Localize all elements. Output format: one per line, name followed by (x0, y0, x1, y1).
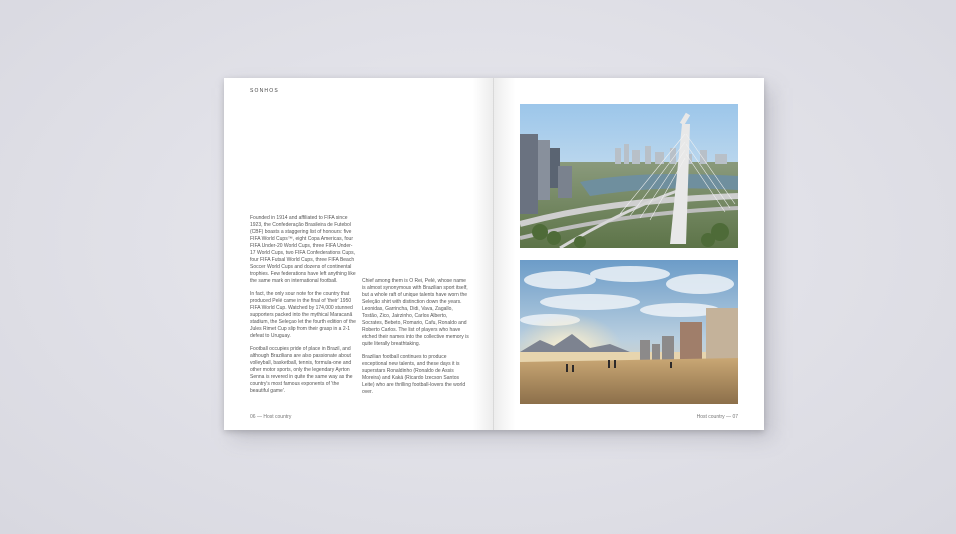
text-column-1 (250, 215, 357, 401)
paragraph: Founded in 1914 and affiliated to FIFA since 1923, the Confederação Brasileira de Futebol (CBF) boasts a staggering list of honours: five FIFA World Cups™, eight Copa Americas, four FIFA Under-20 World Cups, three FIFA Under-17 World Cups, two FIFA Confederations Cups, four FIFA Futsal World Cups, three FIFA Beach Soccer World Cups and dozens of continental trophies. Few federations have left anything like the same mark on international football. (250, 215, 356, 284)
paragraph: Football occupies pride of place in Brazil, and although Brazilians are also passionate about volleyball, basketball, tennis, formula-one and other motor sports, only the legendary Ayrton Senna is revered in quite the same way as the country's most famous exponents of 'the beautiful game'. (250, 346, 353, 394)
page-number-right: Host country — 07 (696, 414, 738, 420)
paragraph: Chief among them is O Rei, Pelé, whose name is almost synonymous with Brazilian sport itself, but a whole raft of unique talents have worn the Seleção shirt with distinction down the years. Leonidas, Garrincha, Didi, Vava, Zagallo, Tostão, Zico, Jairzinho, Carlos Alberto, Socrates, Bebeto, Romario, Cafu, Ronaldo and Roberto Carlos. The list of players who have etched their names into the collective memory is quite literally breathtaking. (362, 278, 469, 347)
running-head: SONHOS (250, 88, 279, 94)
page-number-left: 06 — Host country (250, 414, 292, 420)
text-column-2 (362, 278, 469, 402)
magazine-spread (224, 78, 764, 430)
right-page (494, 78, 764, 430)
city-bridge-aerial-photo (520, 104, 738, 248)
beach-sunset-photo (520, 260, 738, 404)
left-page (224, 78, 494, 430)
paragraph: In fact, the only sour note for the country that produced Pelé came in the final of 'their' 1950 FIFA World Cup. Watched by 174,000 stunned supporters packed into the mythical Maracanã stadium, the Seleçao let the fourth edition of the Jules Rimet Cup slip from their grasp in a 2-1 defeat to Uruguay. (250, 291, 356, 339)
paragraph: Brazilian football continues to produce exceptional new talents, and these days it is superstars Ronaldinho (Ronaldo de Assis Moreira) and Kaká (Ricardo Izecson Santos Leite) who are thrilling football-lovers the world over. (362, 354, 466, 395)
